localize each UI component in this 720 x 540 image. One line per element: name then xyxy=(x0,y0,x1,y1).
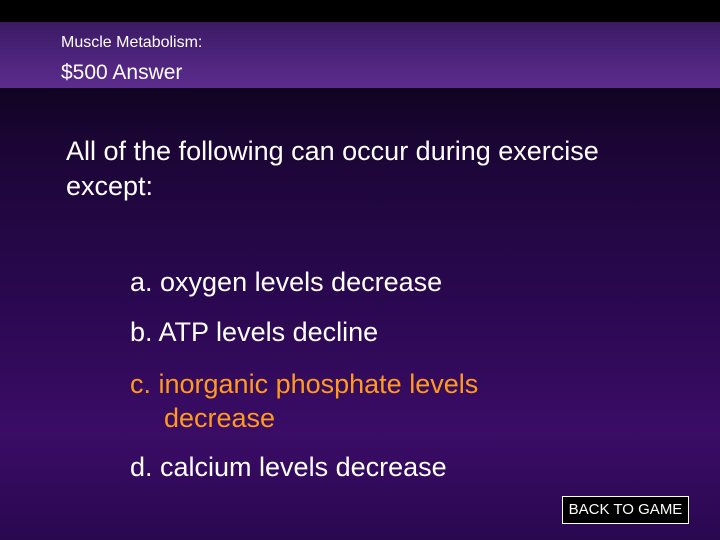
option-d-text: d. calcium levels decrease xyxy=(130,452,447,482)
option-b xyxy=(130,315,378,349)
option-c-text: c. inorganic phosphate levels xyxy=(130,369,479,399)
category-title: Muscle Metabolism: xyxy=(61,34,203,51)
option-d xyxy=(130,450,447,484)
option-c-text-continued: decrease xyxy=(164,403,276,433)
option-c-correct-answer xyxy=(130,367,478,435)
option-a xyxy=(130,265,442,299)
option-a-text: a. oxygen levels decrease xyxy=(130,267,443,297)
question-text: All of the following can occur during exercise except: xyxy=(66,136,599,201)
option-b-text: b. ATP levels decline xyxy=(130,317,379,347)
back-to-game-button[interactable]: BACK TO GAME xyxy=(562,496,689,524)
answer-value-title: $500 Answer xyxy=(61,61,183,84)
top-strip xyxy=(0,0,720,22)
